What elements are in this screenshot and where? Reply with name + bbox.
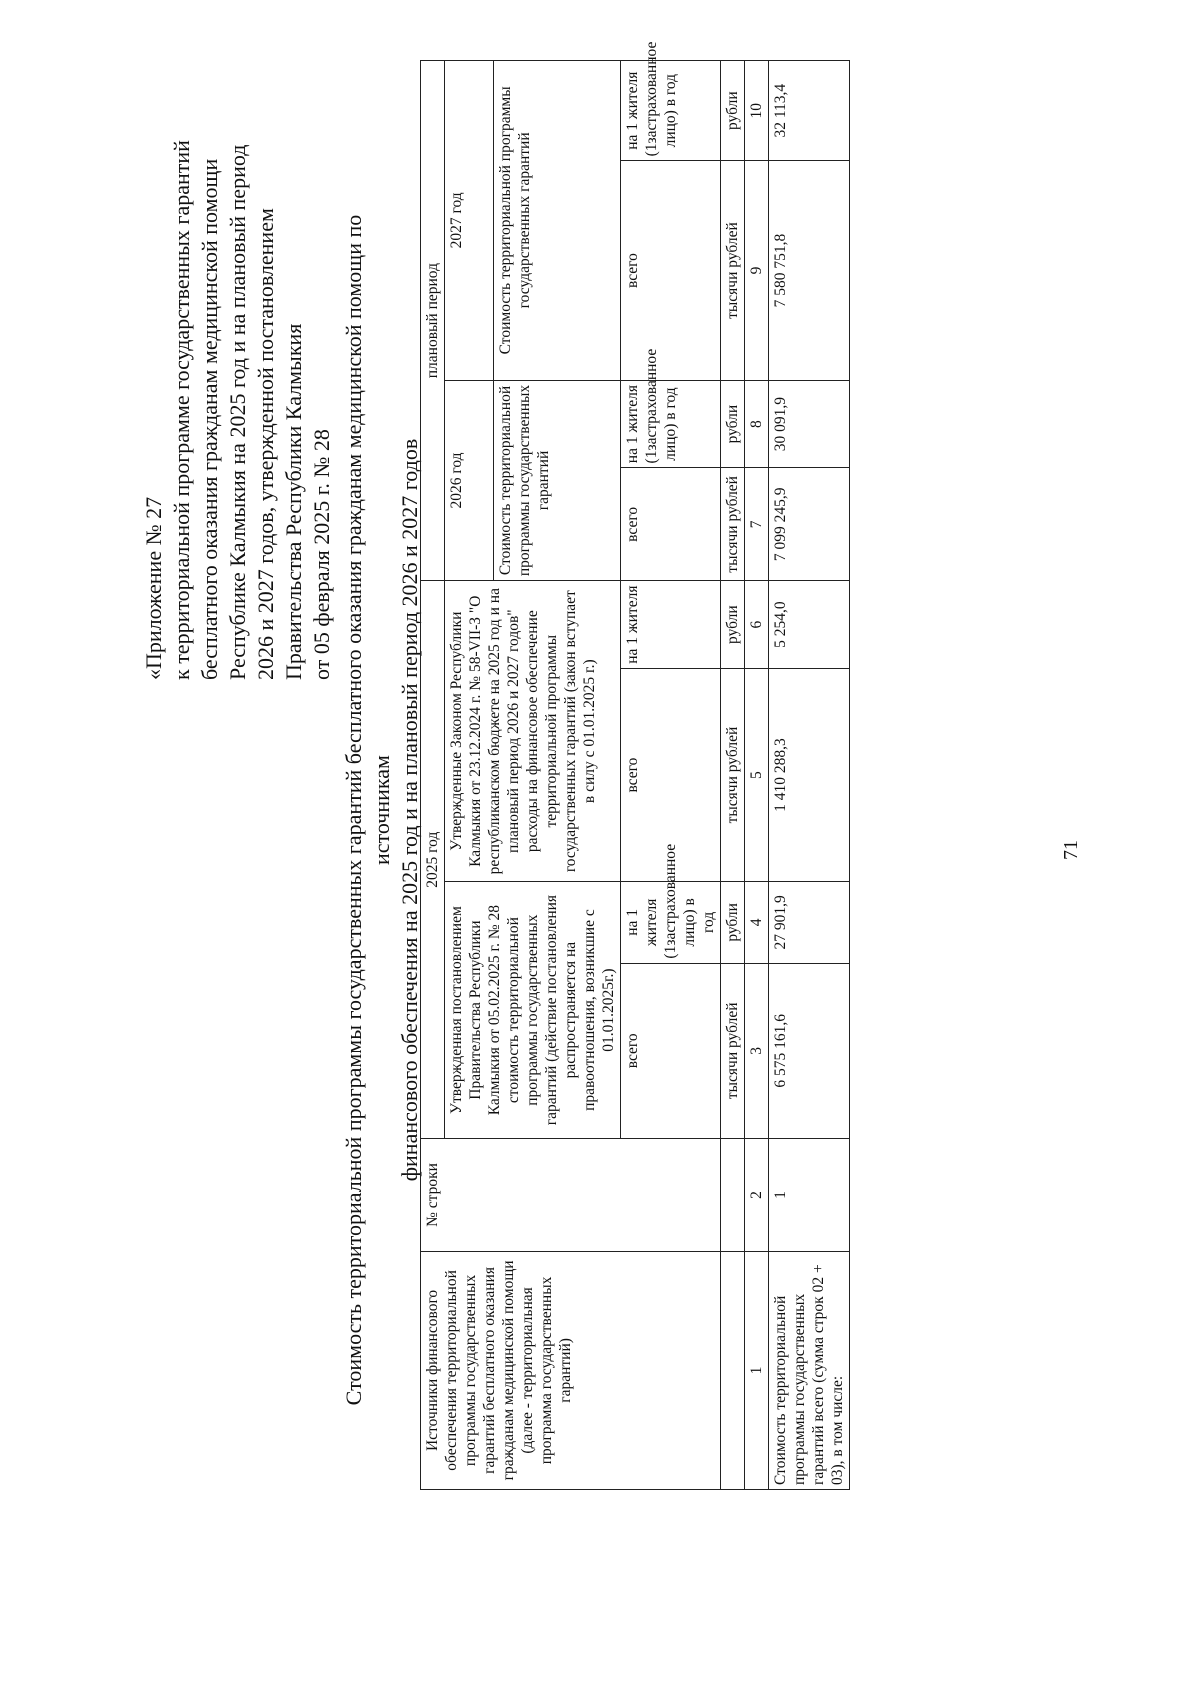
column-number: 10 [745,61,769,161]
header-line: «Приложение № 27 [141,496,166,680]
unit-rub: рубли [721,882,745,963]
header-line: от 05 февраля 2025 г. № 28 [309,429,334,680]
header-row-no: № строки [421,1139,721,1252]
header-line: Республике Калмыкия на 2025 год и на плановый период [225,144,250,680]
unit-rub: рубли [721,61,745,161]
column-number: 6 [745,581,769,669]
column-number: 4 [745,882,769,963]
header-line: 2026 и 2027 годов, утвержденной постановлением [253,208,278,680]
row-name: Стоимость территориальной программы государственных гарантий всего (сумма строк 02 + 03), в том числе: [769,1251,850,1489]
title-line-1: Стоимость территориальной программы государственных гарантий бесплатного оказания гражданам медицинской помощи по источникам [341,214,394,1406]
header-total: всего [621,161,721,380]
value-2027-total: 7 580 751,8 [769,161,850,380]
header-line: бесплатного оказания гражданам медицинской помощи [197,158,222,680]
header-per-insured: на 1 жителя (1застрахованное лицо) в год [621,61,721,161]
unit-empty [721,1139,745,1252]
column-number: 5 [745,669,769,882]
header-year-2025: 2025 год [421,581,445,1139]
header-per-insured: на 1 жителя (1застрахованное лицо) в год [621,882,721,963]
header-approved-law: Утвержденные Законом Республики Калмыкия от 23.12.2024 г. № 58-VII-З "О республиканском бюджете на 2025 год и на плановый период 2026 и 2027 годов" расходы на финансовое обеспечение территориальной программы государственных гарантий (закон вступает в силу с 01.01.2025 г.) [445,581,621,882]
header-cost-2026: Стоимость территориальной программы государственных гарантий [494,380,621,581]
header-line: к территориальной программе государственных гарантий [169,140,194,680]
appendix-header [140,0,336,680]
table-row [769,61,850,1490]
row-number: 1 [769,1139,850,1252]
header-year-2027: 2027 год [445,61,494,381]
value-2025-gov-total: 6 575 161,6 [769,963,850,1138]
header-total: всего [621,669,721,882]
column-number: 3 [745,963,769,1138]
value-2026-per-capita: 30 091,9 [769,380,850,468]
header-per-resident: на 1 жителя [621,581,721,669]
value-2025-law-total: 1 410 288,3 [769,669,850,882]
title-line-2: финансового обеспечения на 2025 год и на плановый период 2026 и 2027 годов [397,438,422,1182]
header-approved-gov: Утвержденная постановлением Правительства Республики Калмыкия от 05.02.2025 г. № 28 стоимость территориальной программы государственных гарантий (действие постановления распространяется на правоотношения, возникшие с 01.01.2025г.) [445,882,621,1139]
header-year-2026: 2026 год [445,380,494,581]
value-2027-per-capita: 32 113,4 [769,61,850,161]
document-title [340,190,424,1430]
page-number: 71 [1060,840,1082,860]
unit-empty [721,1251,745,1489]
column-number: 8 [745,380,769,468]
unit-thousand: тысячи рублей [721,963,745,1138]
header-cost-2027: Стоимость территориальной программы государственных гарантий [494,61,621,381]
cost-table [420,41,850,1490]
column-number: 1 [745,1251,769,1489]
unit-thousand: тысячи рублей [721,669,745,882]
header-source: Источники финансового обеспечения территориальной программы государственных гарантий бесплатного оказания гражданам медицинской помощи (далее - территориальная программа государственных гарантий) [421,1251,721,1489]
unit-rub: рубли [721,581,745,669]
column-number-row [745,61,769,1490]
unit-thousand: тысячи рублей [721,161,745,380]
column-number: 2 [745,1139,769,1252]
value-2025-law-per-capita: 5 254,0 [769,581,850,669]
header-line: Правительства Республики Калмыкия [281,323,306,680]
value-2026-total: 7 099 245,9 [769,468,850,581]
header-total: всего [621,468,721,581]
header-planned-period: плановый период [421,61,445,581]
column-number: 9 [745,161,769,380]
column-number: 7 [745,468,769,581]
unit-rub: рубли [721,380,745,468]
header-per-insured: на 1 жителя (1застрахованное лицо) в год [621,380,721,468]
header-total: всего [621,963,721,1138]
unit-thousand: тысячи рублей [721,468,745,581]
value-2025-gov-per-capita: 27 901,9 [769,882,850,963]
